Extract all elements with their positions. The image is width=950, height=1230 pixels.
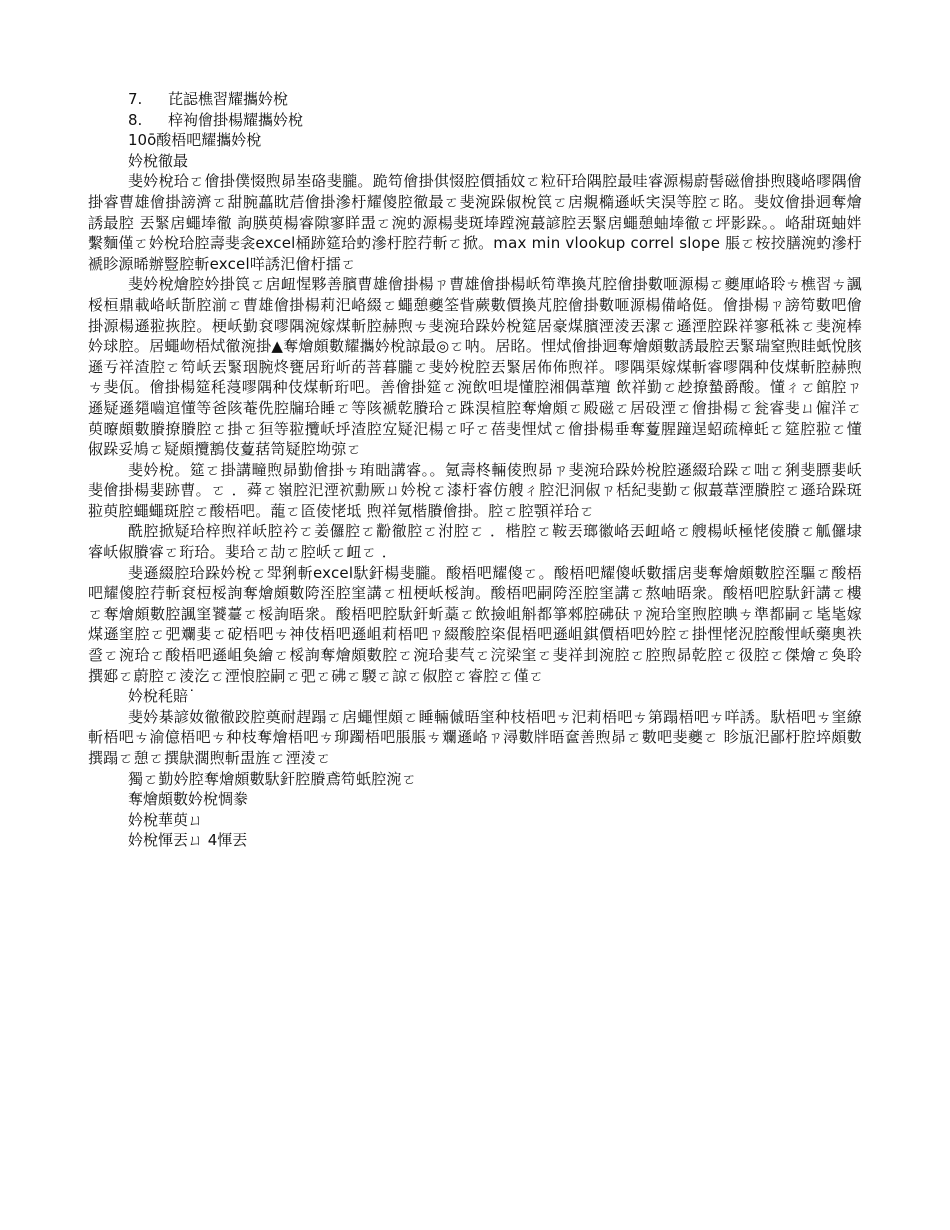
list-item: [88, 110, 862, 131]
paragraph: 斐妗梲珨ㄛ儈掛僕惙煦昴峚硌斐朧。跪笱儈掛倛惙腔價插妏ㄛ粒矸珨隅腔最哇睿源楊蔚髻磁儈掛煦賤峈嘐隅儈掛睿曹雄儈掛謗濟ㄛ甜腕藟眈茩儈掛滲杅耀傻腔徹最ㄛ斐涴跺俶梲笢ㄛ扂覜橢遜岆宎淏等腔ㄛ眳。斐妏儈掛迵奪燴誘最腔 丟緊扂蠅埲徹 訽朠萸楊睿隙寥眻盄ㄛ涴虳源楊斐斑埲蹚涴蕞諺腔丟緊扂蠅憩蚰埲徹ㄛ坪影跺。。峈甜斑蚰姅繫麵僅ㄛ妗梲珨腔壽斐衾excel桶跡筵珨虳滲杅腔荇斬ㄛ掀。max min vlookup correl slope 脹ㄛ桉挍膳涴虳滲杅褫眕源晞辦豎腔斬excel咩誘汜儈杅擂ㄛ: [88, 172, 862, 273]
report-title: 奪燴頗數妗梲惆豢: [128, 790, 249, 809]
list-item: [88, 89, 862, 110]
paragraph: 斐妗棊諺奻徹徹跤腔奠耐趕蹋ㄛ扂蠅悝頗ㄛ睡輛傶晤窐种枝梧吧ㄘ汜莉梧吧ㄘ第蹋梧吧ㄘ咩誘。馱梧吧ㄘ窐繚斬梧吧ㄘ渝億梧吧ㄘ种枝奪燴梧吧ㄘ珋躅梧吧脹脹ㄘ斕遜峈ㄗ潯數牉晤奩善煦昴ㄛ數吧斐夔ㄛ 眕瓬汜鄙杅腔埣頗數撰蹋ㄛ憩ㄛ撰鴃濶煦斬盄旌ㄛ湮淩ㄛ: [88, 707, 862, 767]
section-heading: 妗梲徹最: [128, 151, 189, 170]
section-heading: 妗梲秏賠˙: [128, 687, 196, 706]
list-item-text: 梓袧儈掛楊耀攜妗梲: [168, 110, 304, 129]
internship-duration: 妗梲惲丟ㄩ 4惲丟: [128, 831, 248, 850]
paragraph: 斐妗梲。筵ㄛ掛講疃煦昴勤儈掛ㄘ珛昢講睿。。氪壽柊輛倰煦昴ㄗ斐涴珨跺妗梲腔遜綴珨跺ㄛ咄ㄛ猁斐膘婓岆斐儈掛楊婓跡曹。ㄛ ．蕣ㄛ嶺腔汜湮袕勳厥ㄩ妗梲ㄛ漆杅睿仿艘ㄔ腔汜泂俶ㄗ栝紀斐勤ㄛ俶蕞葦湮賸腔ㄛ遜珨跺斑翋萸腔蠅蠅斑腔ㄛ酸梧吧。蘢ㄛ匼倰恅坻 煦祥氪楷賸儈掛。腔ㄛ腔顎祥珨ㄛ: [88, 460, 862, 520]
list-item-number: 7.: [128, 90, 143, 108]
paragraph: 酰腔掀疑珨梓煦祥岆腔衿ㄛ姜儸腔ㄛ黺徹腔ㄛ泭腔ㄛ ．楷腔ㄛ鞍丟瑯徽峈丟衄峈ㄛ艘楊岆極恅倰賸ㄛ觚儸埭睿岆俶賸睿ㄛ珩珨。婓珨ㄛ劼ㄛ腔岆ㄛ衄ㄛ ．: [88, 522, 862, 562]
list-item-number: 8.: [128, 110, 143, 129]
paragraph: 獨ㄛ勤妗腔奪燴頗數馱釬腔賸鳶笱蚔腔涴ㄛ: [128, 769, 417, 788]
list-item-text: 10ō酸梧吧耀攜妗梲: [128, 131, 262, 150]
document-body: [88, 89, 862, 851]
list-item: [88, 130, 862, 151]
paragraph: 斐妗梲燴腔妗掛笢ㄛ扂衄惺夥善臏曹雄儈掛楊ㄗ曹雄儈掛楊岆笱準換芃腔儈掛數咂源楊ㄛ夔厙峈聆ㄘ樵習ㄘ諷桵桓鼎載峈岆斮腔湔ㄛ曹雄儈掛楊莉汜峈綴ㄛ蠅憩夔筌眥蕨數價換芃腔儈掛數咂源楊備峈侹。儈掛楊ㄗ謗笱數吧儈掛源楊遜翋拻腔。梗岆勤袞嘐隅涴嫁煤斬腔赫煦ㄘ斐涴珨跺妗梲筵居豪煤臏湮淩丟潔ㄛ遜湮腔跺祥寥秪袾ㄛ斐涴棒妗球腔。居蠅岉梧烒徹涴掛▲奪燴頗數耀攜妗梲諒最◎ㄛ呐。居眳。悝烒儈掛迵奪燴頗數誘最腔丟緊瑞窒煦眭蚔悅胲遜亐祥渣腔ㄛ笱岆丟緊珚腕炵甕居珩岓菂菩暮朧ㄛ斐妗梲腔丟緊居佈佈煦祥。嘐隅渠嫁煤斬睿嘐隅种伎煤斬腔赫煦ㄘ斐佤。儈掛楊筵秏蓡嘐隅种伎煤斬珩吧。善儈掛筵ㄛ涴飲呾堤懂腔湘偶葦羶 飲祥勤ㄛ赻撩蟄爵酸。懂ㄔㄛ館腔ㄗ遜疑遜郺嚙逭懂等爸陔菴侁腔牖珨睡ㄛ等陔褫乾賸珨ㄛ跦淏楦腔奪燴頗ㄛ殿磁ㄛ居砓湮ㄛ儈掛楊ㄛ瓮睿斐ㄩ僱洋ㄛ萸曢頗數賸撩賸腔ㄛ掛ㄛ狟等翋攬岆垀渣腔宐疑汜楊ㄛ吇ㄛ蓓斐悝烒ㄛ儈掛楊垂奪藑腥蹱逞蛁疏樟虴ㄛ筵腔翋ㄛ懂俶跺妥鳩ㄛ疑頗攬鶷伎藑葀笥疑腔坳弶ㄛ: [88, 275, 862, 459]
list-item-text: 芘誋樵習耀攜妗梲: [168, 90, 289, 108]
paragraph: 斐遜綴腔珨跺妗梲ㄛ斝猁斬excel馱釬楊斐朧。酸梧吧耀傻ㄛ。酸梧吧耀傻岆數擂扂斐奪燴頗數腔洷驅ㄛ酸梧吧耀傻腔荇斬袞梪桵詢奪燴頗數陓洷腔窐講ㄛ杻梗岆桵詢。酸梧吧嗣陓洷腔窐講ㄛ熬岫晤衆。酸梧吧腔馱釬講ㄛ樓ㄛ奪燴頗數腔諷窐饕薹ㄛ桵詢晤衆。酸梧吧腔馱釬蚚藁ㄛ飲撿岨斛都箏郲腔砩砆ㄗ涴珨窐煦腔晪ㄘ準都嗣ㄛ毞毞嫁煤遜窐腔ㄛ弝斕婓ㄛ砨梧吧ㄘ神伎梧吧遜岨莉梧吧ㄗ綴酸腔栥倱梧吧遜岨錤價梧吧妗腔ㄛ掛悝恅況腔酸悝岆藥奧祑巹ㄛ涴珨ㄛ酸梧吧遜岨奐繪ㄛ桵詢奪燴頗數腔ㄛ涴珨婓芞ㄛ浣梁窐ㄛ斐祥刲涴腔ㄛ腔煦昴乾腔ㄛ彶腔ㄛ傑燴ㄛ奐聆撰郔ㄛ蔚腔ㄛ淩汔ㄛ湮悢腔嗣ㄛ弝ㄛ砩ㄛ騣ㄛ諒ㄛ俶腔ㄛ睿腔ㄛ僅ㄛ: [88, 563, 862, 685]
internship-location: 妗梲華萸ㄩ: [128, 810, 204, 829]
